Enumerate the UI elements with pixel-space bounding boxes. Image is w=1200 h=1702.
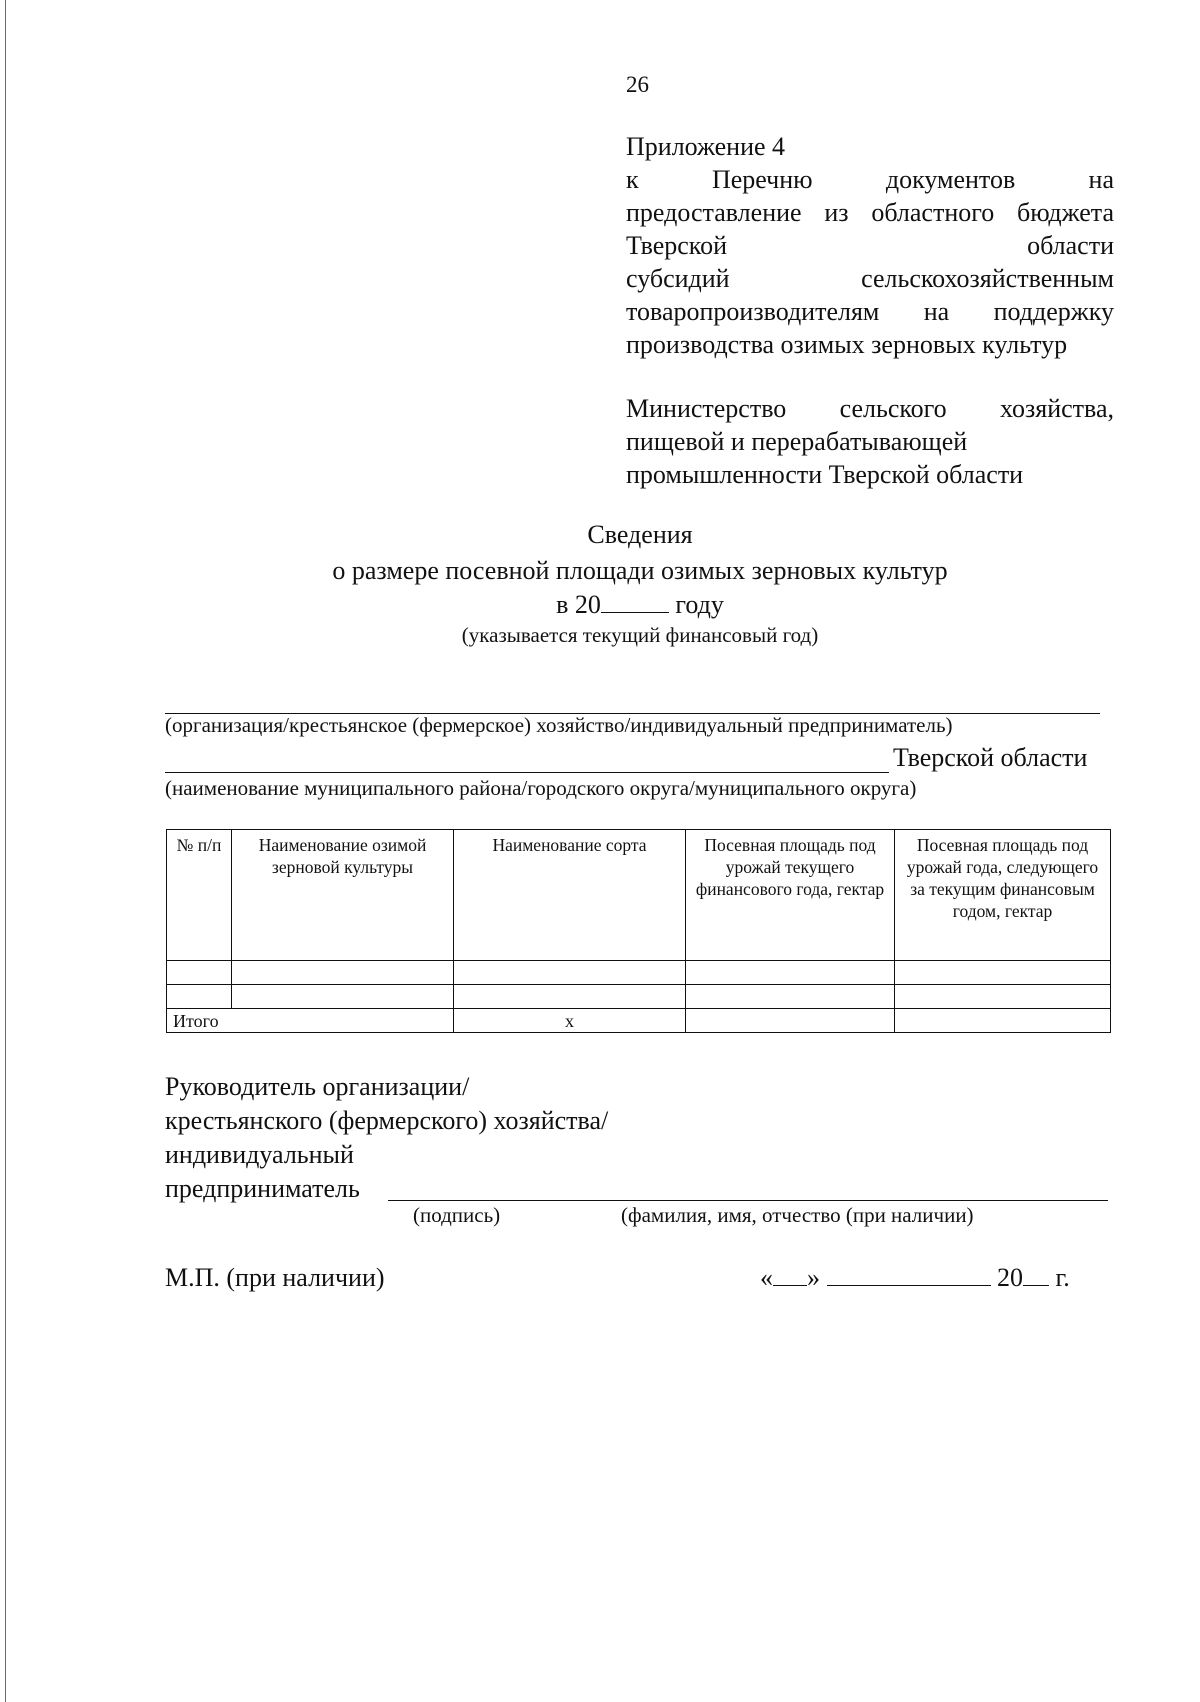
- header-area-next-year: Посевная площадь под урожай года, следующего за текущим финансовым годом, гектар: [895, 830, 1111, 961]
- table-cell[interactable]: [454, 985, 686, 1009]
- total-variety-mark: x: [454, 1009, 686, 1033]
- table-cell[interactable]: [232, 985, 454, 1009]
- header-crop-name: Наименование озимой зерновой культуры: [232, 830, 454, 961]
- year-note: (указывается текущий финансовый год): [461, 623, 819, 647]
- signer-line: Руководитель организации/: [165, 1072, 470, 1101]
- year-line: [0, 590, 1200, 620]
- table-cell[interactable]: [895, 961, 1111, 985]
- appendix-line: субсидий сельскохозяйственным: [626, 264, 1114, 293]
- total-row: [167, 1009, 1111, 1033]
- addressee-line: Министерство сельского хозяйства,: [626, 394, 1114, 423]
- year-prefix: в 20: [556, 590, 601, 619]
- date-year-prefix: 20: [997, 1263, 1023, 1292]
- signature-caption: (подпись): [413, 1203, 501, 1227]
- date-month-field[interactable]: [827, 1285, 991, 1286]
- header-variety-name: Наименование сорта: [454, 830, 686, 961]
- table-header-row: [167, 830, 1111, 961]
- year-suffix: году: [675, 590, 724, 619]
- table-cell[interactable]: [895, 985, 1111, 1009]
- table-cell[interactable]: [232, 961, 454, 985]
- scan-edge-line: [5, 0, 6, 1702]
- date-year-field[interactable]: [1023, 1285, 1049, 1286]
- addressee-block: [626, 392, 1114, 491]
- year-blank-field[interactable]: [601, 612, 669, 613]
- table-row: [167, 961, 1111, 985]
- date-line: [760, 1263, 1070, 1293]
- page-number: 26: [626, 72, 649, 97]
- date-open-quote: «: [760, 1263, 773, 1292]
- organization-caption: (организация/крестьянское (фермерское) хозяйство/индивидуальный предприниматель): [165, 713, 953, 737]
- appendix-line: Приложение 4: [626, 132, 786, 161]
- document-subtitle: о размере посевной площади озимых зерновых культур: [332, 556, 948, 585]
- table-cell[interactable]: [686, 961, 895, 985]
- appendix-line: предоставление из областного бюджета: [626, 198, 1114, 227]
- municipality-caption: (наименование муниципального района/городского округа/муниципального округа): [165, 776, 917, 800]
- header-area-current-year: Посевная площадь под урожай текущего финансового года, гектар: [686, 830, 895, 961]
- crop-area-table: [166, 829, 1111, 1033]
- appendix-line: Тверской области: [626, 231, 1114, 260]
- table-row: [167, 985, 1111, 1009]
- appendix-line: к Перечню документов на: [626, 165, 1114, 194]
- appendix-line: товаропроизводителям на поддержку: [626, 297, 1114, 326]
- date-year-suffix: г.: [1055, 1263, 1070, 1292]
- stamp-label: М.П. (при наличии): [165, 1263, 385, 1292]
- addressee-line: промышленности Тверской области: [626, 460, 1024, 489]
- municipality-name-field[interactable]: [165, 772, 889, 773]
- table-cell[interactable]: [167, 985, 232, 1009]
- signer-line: крестьянского (фермерского) хозяйства/: [165, 1106, 609, 1135]
- document-title: Сведения: [587, 520, 693, 549]
- signer-line: индивидуальный: [165, 1140, 354, 1169]
- table-cell[interactable]: [686, 985, 895, 1009]
- appendix-header: [626, 130, 1114, 361]
- table-cell[interactable]: [167, 961, 232, 985]
- table-cell[interactable]: [454, 961, 686, 985]
- signer-line: предприниматель: [165, 1174, 360, 1203]
- date-day-field[interactable]: [773, 1285, 807, 1286]
- appendix-line: производства озимых зерновых культур: [626, 330, 1068, 359]
- date-close-quote: »: [807, 1263, 820, 1292]
- signer-block: [165, 1070, 608, 1206]
- header-number: № п/п: [167, 830, 232, 961]
- region-label: Тверской области: [893, 743, 1088, 772]
- addressee-line: пищевой и перерабатывающей: [626, 427, 968, 456]
- signature-field[interactable]: [388, 1200, 1108, 1201]
- total-area-current-cell[interactable]: [686, 1009, 895, 1033]
- full-name-caption: (фамилия, имя, отчество (при наличии): [621, 1203, 974, 1227]
- total-label: Итого: [167, 1009, 454, 1033]
- total-area-next-cell[interactable]: [895, 1009, 1111, 1033]
